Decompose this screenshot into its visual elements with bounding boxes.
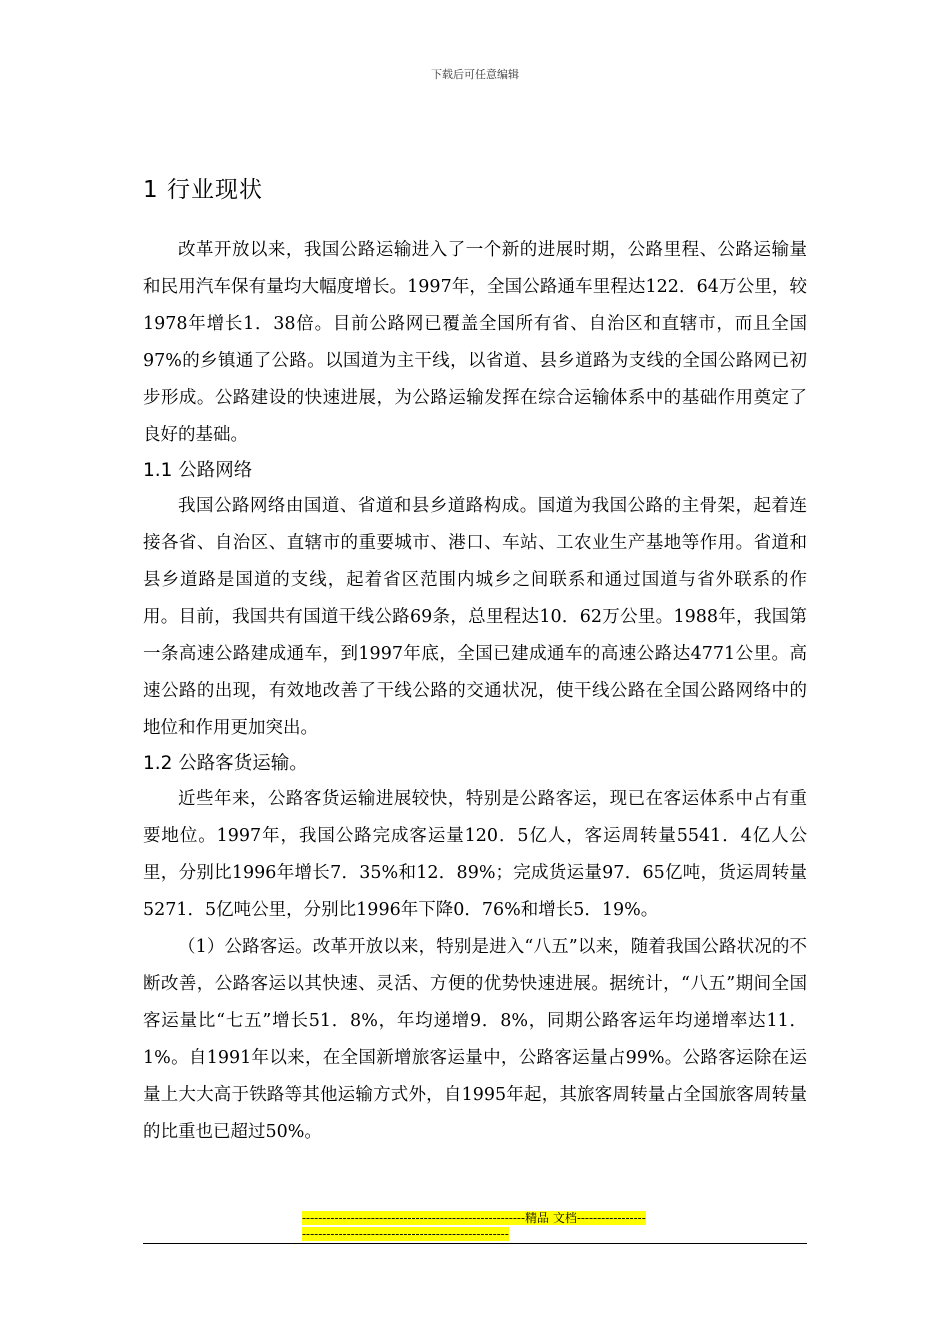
section-1-paragraph: 改革开放以来，我国公路运输进入了一个新的进展时期，公路里程、公路运输量和民用汽车保有量均大幅度增长。1997年，全国公路通车里程达122．64万公里，较1978年增长1．38倍。目前公路网已覆盖全国所有省、自治区和直辖市，而且全国97%的乡镇通了公路。以国道为主干线，以省道、县乡道路为支线的全国公路网已初步形成。公路建设的快速进展，为公路运输发挥在综合运输体系中的基础作用奠定了良好的基础。 <box>143 240 807 445</box>
section-1-2-paragraph-1: 近些年来，公路客货运输进展较快，特别是公路客运，现已在客运体系中占有重要地位。1997年，我国公路完成客运量120．5亿人，客运周转量5541．4亿人公里，分别比1996年增长7．35%和12．89%；完成货运量97．65亿吨，货运周转量5271．5亿吨公里，分别比1996年下降0．76%和增长5．19%。 <box>143 789 807 920</box>
section-1-title: 1 行业现状 <box>143 177 263 203</box>
footer-divider <box>143 1243 807 1244</box>
section-1-2-paragraph-2: （1）公路客运。改革开放以来，特别是进入“八五”以来，随着我国公路状况的不断改善，公路客运以其快速、灵活、方便的优势快速进展。据统计，“八五”期间全国客运量比“七五”增长51．8%，年均递增9．8%，同期公路客运年均递增率达11．1%。自1991年以来，在全国新增旅客运量中，公路客运量占99%。公路客运除在运量上大大高于铁路等其他运输方式外，自1995年起，其旅客周转量占全国旅客周转量的比重也已超过50%。 <box>143 937 807 1142</box>
document-body <box>143 170 807 1151</box>
page-header-note: 下载后可任意编辑 <box>431 68 519 81</box>
section-1-1-paragraph: 我国公路网络由国道、省道和县乡道路构成。国道为我国公路的主骨架，起着连接各省、自治区、直辖市的重要城市、港口、车站、工农业生产基地等作用。省道和县乡道路是国道的支线，起着省区范围内城乡之间联系和通过国道与省外联系的作用。目前，我国共有国道干线公路69条，总里程达10．62万公里。1988年，我国第一条高速公路建成通车，到1997年底，全国已建成通车的高速公路达4771公里。高速公路的出现，有效地改善了干线公路的交通状况，使干线公路在全国公路网络中的地位和作用更加突出。 <box>143 496 807 738</box>
footer-watermark-note <box>302 1210 648 1242</box>
footer-note-text: -------------------------------------------------------精品 文档-------------------------------------------------------------------- <box>302 1211 646 1241</box>
section-1-2-title: 1.2 公路客货运输。 <box>143 753 308 774</box>
section-1-1-title: 1.1 公路网络 <box>143 460 253 481</box>
